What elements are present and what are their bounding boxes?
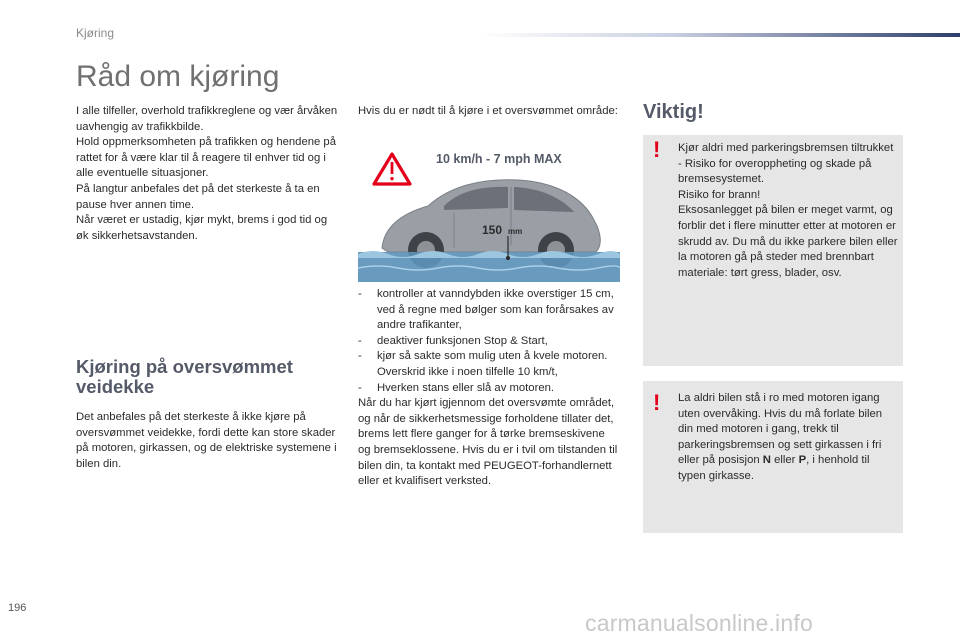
- intro-paragraph: Hold oppmerksomheten på trafikken og hendene på rattet for å være klar til å reagere til enhver tid og i alle eventuelle situasjoner.: [76, 136, 336, 180]
- speed-limit-label: 10 km/h - 7 mph MAX: [436, 152, 562, 166]
- list-item: - kontroller at vanndybden ikke overstiger 15 cm, ved å regne med bølger som kan forårsakes av andre trafikanter,: [358, 288, 614, 332]
- flooded-road-heading: Kjøring på oversvømmet veidekke: [76, 356, 293, 397]
- section-header: Kjøring: [76, 26, 115, 40]
- depth-value: 150: [482, 223, 503, 237]
- list-item: - Hverken stans eller slå av motoren.: [358, 381, 555, 394]
- flooded-car-illustration: [358, 140, 620, 282]
- intro-paragraph: Når været er ustadig, kjør mykt, brems i god tid og øk sikkerhetsavstanden.: [76, 214, 328, 242]
- page-title: Råd om kjøring: [76, 60, 280, 93]
- flooded-intro: Det anbefales på det sterkeste å ikke kjøre på oversvømmet veidekke, fordi dette kan store skader på motoren, girkassen, og de elektriske systemene i bilen din.: [76, 411, 337, 470]
- list-item: - deaktiver funksjonen Stop & Start,: [358, 334, 548, 347]
- page-number: 196: [8, 602, 27, 614]
- exclamation-icon: !: [653, 390, 661, 415]
- exclamation-icon: !: [653, 137, 661, 162]
- important-heading: Viktig!: [643, 101, 704, 123]
- warning-text: Kjør aldri med parkeringsbremsen tiltrukket - Risiko for overoppheting og skade på bremsesystemet. Risiko for brann! Eksosanlegget på bilen er meget varmt, og forblir det i flere minutter etter at motoren er skrudd av. Du må du ikke parkere bilen eller la motoren gå på steder med brennbart materiale: tørt gress, blader, osv.: [678, 142, 898, 279]
- intro-paragraph: I alle tilfeller, overhold trafikkreglene og vær årvåken uavhengig av trafikkbilde.: [76, 105, 338, 133]
- flooded-instructions: [358, 287, 620, 490]
- warning-text: La aldri bilen stå i ro med motoren igang uten overvåking. Hvis du må forlate bilen din med motoren i gang, trekk til parkeringsbremsen og sett girkassen i fri eller på posisjon N eller P, i henhold til typen girkasse.: [678, 392, 883, 482]
- after-driving-text: Når du har kjørt igjennom det oversvømte området, og når de sikkerhetsmessige forholdene tillater det, brems lett flere ganger for å tørke bremseskivene og bremseklossene. Hvis du er i tvil om tilstanden til bilen din, ta kontakt med PEUGEOT-forhandlernett eller et kvalifisert verksted.: [358, 397, 618, 488]
- warning-box-parking-brake: [643, 135, 903, 366]
- flooded-lead: Hvis du er nødt til å kjøre i et oversvømmet område:: [358, 105, 618, 117]
- header-bar: [480, 33, 960, 37]
- intro-text: [76, 104, 338, 244]
- watermark: carmanualsonline.info: [585, 610, 813, 636]
- warning-box-unattended: [643, 381, 903, 533]
- list-item: - kjør så sakte som mulig uten å kvele motoren. Overskrid ikke i noen tilfelle 10 km/t,: [358, 350, 608, 378]
- depth-unit: mm: [508, 227, 523, 236]
- water-icon: [358, 251, 620, 282]
- intro-paragraph: På langtur anbefales det på det sterkeste å ta en pause hver annen time.: [76, 182, 320, 211]
